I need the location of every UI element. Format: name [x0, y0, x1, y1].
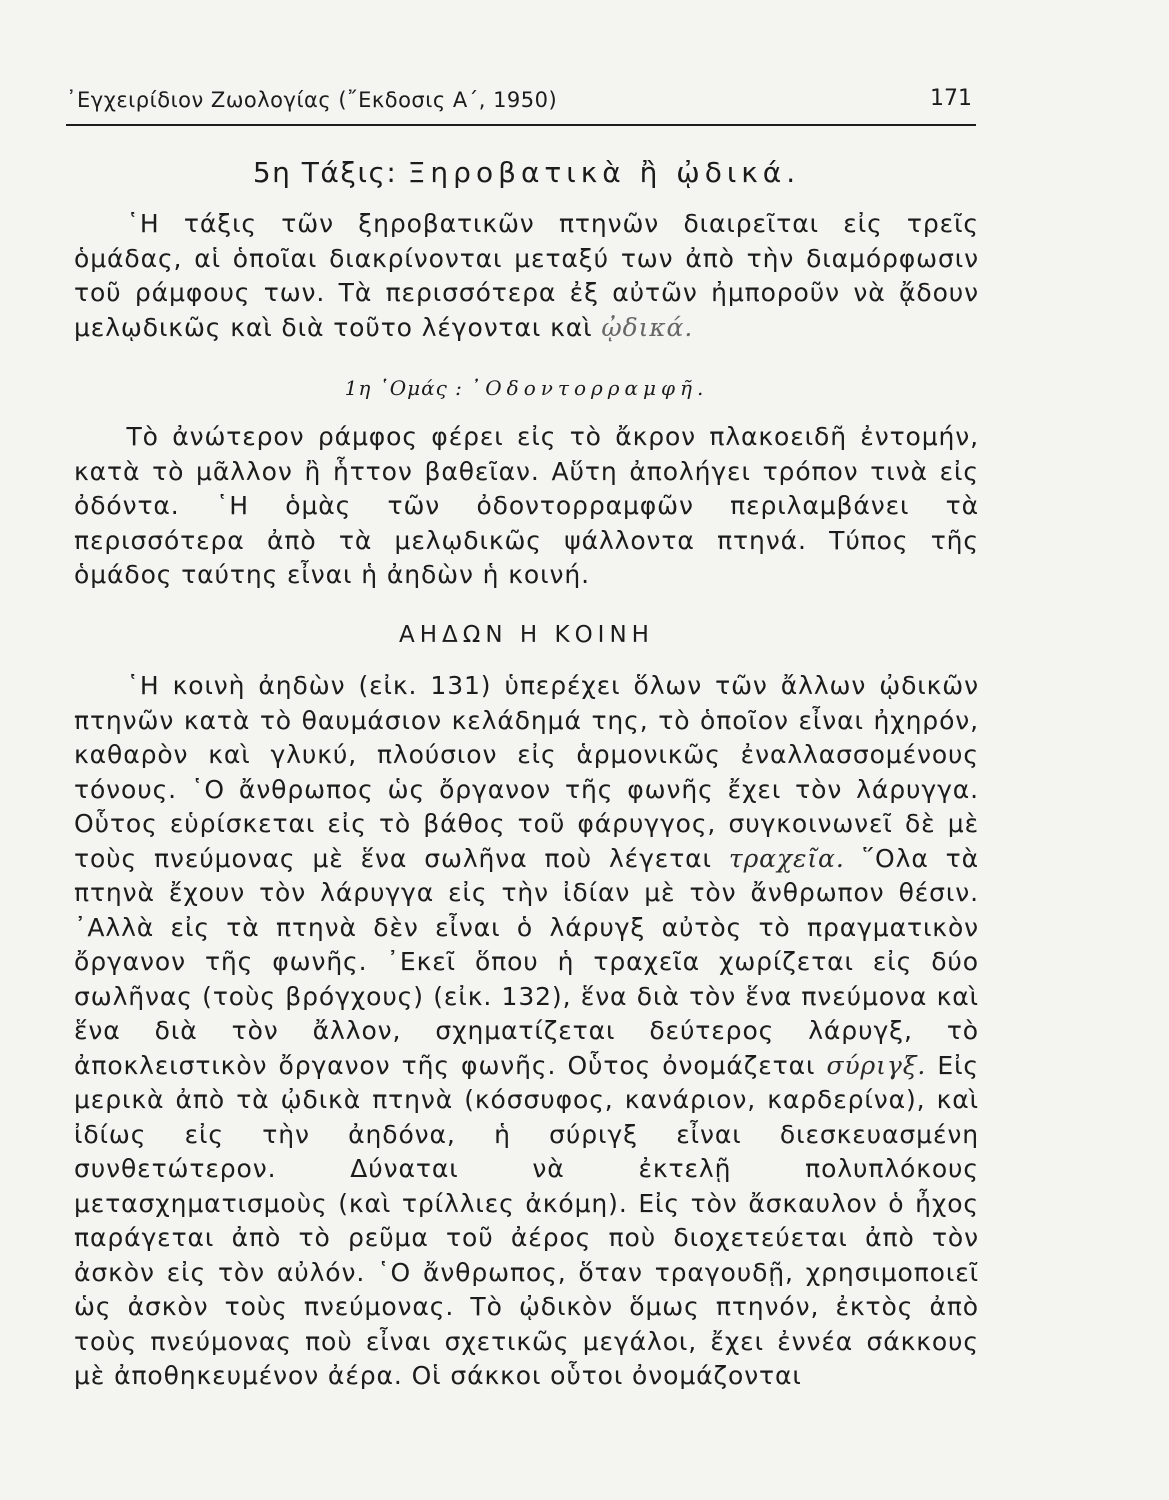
body-paragraph [74, 669, 979, 1394]
group-paragraph: Τὸ ἀνώτερον ράμφος φέρει εἰς τὸ ἄκρον πλακοειδῆ ἐντομήν, κατὰ τὸ μᾶλλον ἢ ἧττον βαθεῖαν. Αὕτη ἀπολήγει τρόπον τινὰ εἰς ὀδόντα. ῾Η ὁμὰς τῶν ὀδοντορραμφῶν περιλαμβάνει τὰ περισσότερα ἀπὸ τὰ μελῳδικῶς ψάλλοντα πτηνά. Τύπος τῆς ὁμάδος ταύτης εἶναι ἡ ἀηδὼν ἡ κοινή. [74, 422, 979, 589]
body-part-1: ῾Η κοινὴ ἀηδὼν (εἰκ. 131) ὑπερέχει ὅλων τῶν ἄλλων ᾠδικῶν πτηνῶν κατὰ τὸ θαυμάσιον κελάδημά της, τὸ ὁποῖον εἶναι ἠχηρόν, καθαρὸν καὶ γλυκύ, πλούσιον εἰς ἁρμονικῶς ἐναλλασσομένους τόνους. ῾Ο ἄνθρωπος ὡς ὄργανον τῆς φωνῆς ἔχει τὸν λάρυγγα. Οὗτος εὑρίσκεται εἰς τὸ βάθος τοῦ φάρυγγος, συγκοινωνεῖ δὲ μὲ τοὺς πνεύμονας μὲ ἕνα σωλῆνα ποὺ λέγεται [74, 671, 979, 873]
page-number: 171 [930, 86, 972, 111]
order-title: Ξηροβατικὰ ἢ ᾠδικά. [407, 156, 801, 189]
running-title: ᾿Εγχειρίδιον Ζωολογίας (῎Εκδοσις Α΄, 1950) [66, 88, 558, 112]
section-title: ΑΗΔΩΝ Η ΚΟΙΝΗ [399, 622, 654, 648]
intro-text: ῾Η τάξις τῶν ξηροβατικῶν πτηνῶν διαιρεῖται εἰς τρεῖς ὁμάδας, αἱ ὁποῖαι διακρίνονται μεταξύ των ἀπὸ τὴν διαμόρφωσιν τοῦ ράμφους των. Τὰ περισσότερα ἐξ αὐτῶν ἠμποροῦν νὰ ᾄδουν μελῳδικῶς καὶ διὰ τοῦτο λέγονται καὶ [74, 209, 979, 342]
order-number: 5η Τάξις: [252, 156, 408, 189]
term-trachea: τραχεῖα. [728, 843, 845, 873]
group-paragraph-block [74, 420, 979, 593]
body-paragraph-block [74, 669, 979, 1394]
order-heading [74, 156, 979, 189]
body-part-3: Εἰς μερικὰ ἀπὸ τὰ ᾠδικὰ πτηνὰ (κόσσυφος, κανάριον, καρδερίνα), καὶ ἰδίως εἰς τὴν ἀηδόνα, ἡ σύριγξ εἶναι διεσκευασμένη συνθετώτερον. Δύναται νὰ ἐκτελῇ πολυπλόκους μετασχηματισμοὺς (καὶ τρίλλιες ἀκόμη). Εἰς τὸν ἄσκαυλον ὁ ἦχος παράγεται ἀπὸ τὸ ρεῦμα τοῦ ἀέρος ποὺ διοχετεύεται ἀπὸ τὸν ἀσκὸν εἰς τὸν αὐλόν. ῾Ο ἄνθρωπος, ὅταν τραγουδῇ, χρησιμοποιεῖ ὡς ἀσκὸν τοὺς πνεύμονας. Τὸ ᾠδικὸν ὅμως πτηνόν, ἐκτὸς ἀπὸ τοὺς πνεύμονας ποὺ εἶναι σχετικῶς μεγάλοι, ἔχει ἐννέα σάκκους μὲ ἀποθηκευμένον ἀέρα. Οἱ σάκκοι οὗτοι ὀνομάζονται [74, 1050, 979, 1390]
group-label: 1η ῾Ομάς : [344, 376, 471, 400]
intro-paragraph-block [74, 207, 979, 345]
group-subheading [74, 376, 979, 400]
body-part-2: ῞Ολα τὰ πτηνὰ ἔχουν τὸν λάρυγγα εἰς τὴν ἰδίαν μὲ τὸν ἄνθρωπον θέσιν. ᾿Αλλὰ εἰς τὰ πτηνὰ δὲν εἶναι ὁ λάρυγξ αὐτὸς τὸ πραγματικὸν ὄργανον τῆς φωνῆς. ᾿Εκεῖ ὅπου ἡ τραχεῖα χωρίζεται εἰς δύο σωλῆνας (τοὺς βρόγχους) (εἰκ. 132), ἕνα διὰ τὸν ἕνα πνεύμονα καὶ ἕνα διὰ τὸν ἄλλον, σχηματίζεται δεύτερος λάρυγξ, τὸ ἀποκλειστικὸν ὄργανον τῆς φωνῆς. Οὗτος ὀνομάζεται [74, 843, 979, 1080]
term-syrinx: σύριγξ. [826, 1050, 927, 1080]
group-name: ᾿Οδοντορραμφῆ. [470, 376, 709, 400]
running-header [66, 86, 976, 126]
intro-paragraph [74, 207, 979, 345]
intro-italic-term: ᾠδικά. [601, 312, 694, 342]
